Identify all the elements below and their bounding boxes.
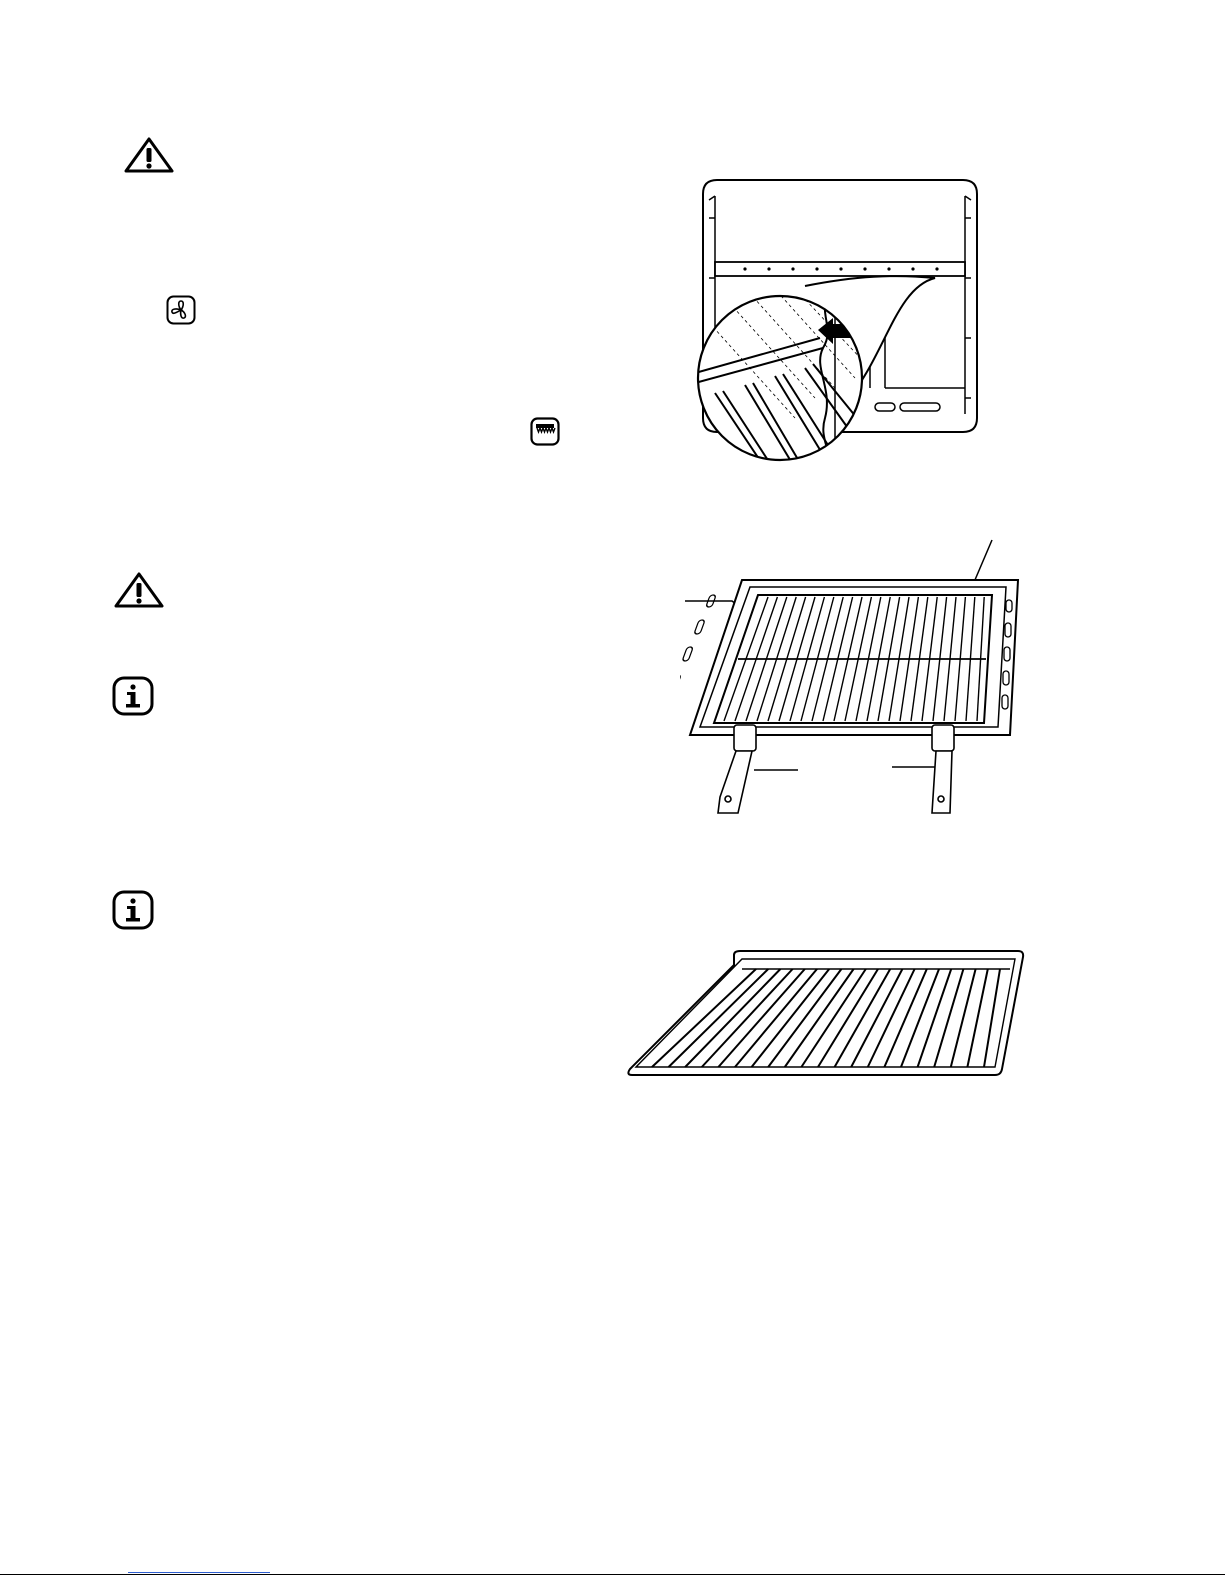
wire-shelf-illustration xyxy=(622,945,1027,1080)
information-icon xyxy=(112,890,154,930)
footer-link-underline[interactable] xyxy=(128,1572,270,1573)
grill-icon xyxy=(530,417,560,446)
warning-triangle-icon xyxy=(124,137,174,173)
grill-pan-illustration xyxy=(680,535,1040,820)
fan-oven-icon xyxy=(166,295,196,325)
information-icon xyxy=(112,676,154,716)
page-bottom-rule xyxy=(0,1574,1225,1575)
oven-cavity-illustration xyxy=(695,178,985,463)
warning-triangle-icon xyxy=(114,572,164,608)
